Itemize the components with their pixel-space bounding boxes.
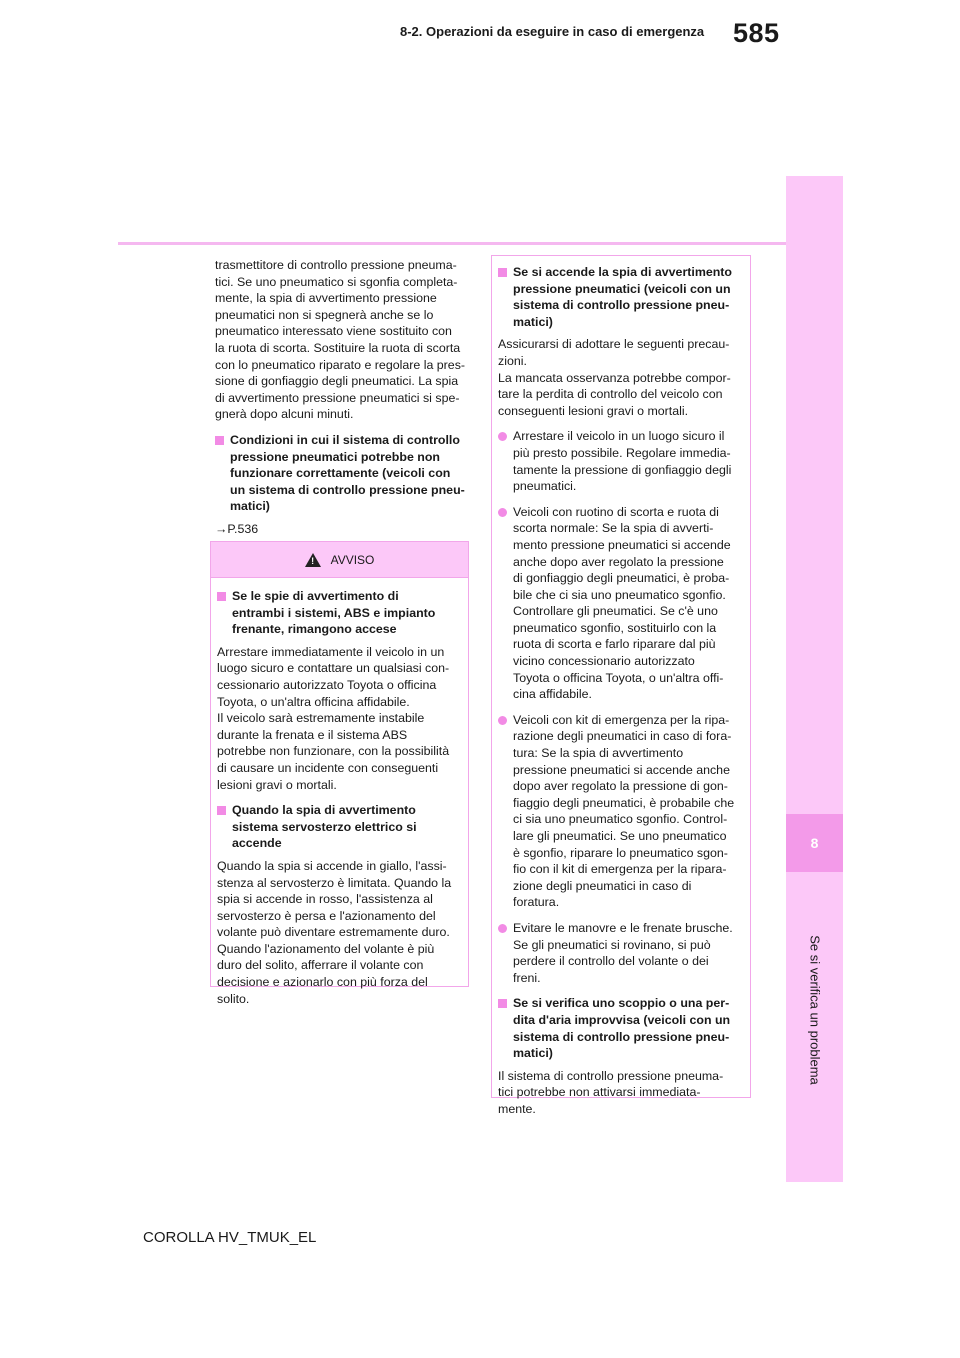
- conditions-heading: [215, 432, 465, 515]
- warning-section1-heading: [217, 588, 462, 638]
- warning-box-title: AVVISO: [330, 552, 375, 567]
- warning-box: [210, 541, 469, 1006]
- section-title: 8-2. Operazioni da eseguire in caso di emergenza: [400, 24, 705, 39]
- square-bullet-icon: [217, 806, 226, 815]
- header-rule: [118, 242, 842, 245]
- tire-heading-2-text: Se si verifica uno scoppio o una per- dita d'aria improvvisa (veicoli con un sistema di controllo pressione pneu- matici): [513, 996, 731, 1061]
- conditions-heading-text: Condizioni in cui il sistema di controllo pressione pneumatici potrebbe non funzionare correttamente (veicoli con un sistema di controllo pressione pneu- matici): [230, 432, 465, 514]
- warning-section2-text: Quando la spia si accende in giallo, l'assi- stenza al servosterzo è limitata. Quando la spia si accende in rosso, l'assistenza al servosterzo è persa e l'azionamento del volante può diventare estremamente duro. Quando l'azionamento del volante è più duro del solito, afferrare il volante con decisione e azionarlo con più forza del solito.: [217, 858, 452, 1006]
- square-bullet-icon: [498, 999, 507, 1008]
- square-bullet-icon: [498, 268, 507, 277]
- tire-heading-1: [498, 264, 744, 330]
- intro-paragraph: trasmettitore di controllo pressione pneuma- tici. Se uno pneumatico si sgonfia completa- mente, la spia di avvertimento pressione pneumatici non si spegnerà anche se lo pneumatico interessato viene sostituito con la ruota di scorta. Sostituire la ruota di scorta con lo pneumatico riparato e regolare la pres- sione di gonfiaggio degli pneumatici. La spia di avvertimento pressione pneumatici si spe- gnerà dopo alcuni minuti.: [215, 258, 466, 422]
- round-bullet-icon: [498, 508, 507, 517]
- page-number: 585: [733, 18, 780, 48]
- list-item: [498, 504, 744, 703]
- warning-box-body: [211, 578, 468, 1007]
- list-item-text: Evitare le manovre e le frenate brusche. Se gli pneumatici si rovinano, si può perdere il controllo del volante o dei freni.: [513, 920, 733, 985]
- warning-box-header: [211, 542, 468, 578]
- square-bullet-icon: [217, 592, 226, 601]
- round-bullet-icon: [498, 716, 507, 725]
- warning-triangle-icon: !: [305, 553, 321, 567]
- warning-section2-heading-text: Quando la spia di avvertimento sistema servosterzo elettrico si accende: [232, 803, 417, 851]
- square-bullet-icon: [215, 436, 224, 445]
- warning-section1-heading-text: Se le spie di avvertimento di entrambi i sistemi, ABS e impianto frenante, rimangono accese: [232, 589, 436, 637]
- warning-section2-heading: [217, 802, 462, 852]
- document-id: COROLLA HV_TMUK_EL: [143, 1229, 317, 1246]
- tire-warning-box-body: [492, 256, 750, 1118]
- tire-text-2: Il sistema di controllo pressione pneuma- tici potrebbe non attivarsi immediata- mente.: [498, 1068, 724, 1116]
- tire-text-1: Assicurarsi di adottare le seguenti precau- zioni. La mancata osservanza potrebbe compor- tare la perdita di controllo del veicolo con conseguenti lesioni gravi o mortali.: [498, 337, 731, 418]
- list-item: [498, 920, 744, 986]
- warning-section1-text: Arrestare immediatamente il veicolo in un luogo sicuro e contattare un qualsiasi con- cessionario autorizzato Toyota o officina Toyota, o un'altra officina affidabile. Il veicolo sarà estremamente instabile durante la frenata e il sistema ABS potrebbe non funzionare, con la possibilità di causare un incidente con conseguenti lesioni gravi o mortali.: [217, 644, 450, 792]
- list-item: [498, 428, 744, 494]
- round-bullet-icon: [498, 924, 507, 933]
- round-bullet-icon: [498, 432, 507, 441]
- left-column: [215, 257, 465, 547]
- tire-warning-box: [491, 255, 751, 1116]
- list-item-text: Arrestare il veicolo in un luogo sicuro il più presto possibile. Regolare immedia- tamente la pressione di gonfiaggio degli pneumatici.: [513, 429, 732, 494]
- list-item: [498, 712, 744, 911]
- list-item-text: Veicoli con kit di emergenza per la ripa- razione degli pneumatici in caso di fora- tura: Se la spia di avvertimento pressione pneumatici si accende anche dopo aver regolato la pressione di gon- fiaggio degli pneumatici, è probabile che ci sia uno pneumatico sgonfio. Control- lare gli pneumatici. Se uno pneumatico è sgonfio, riparare lo pneumatico sgon- fio con il kit di emergenza per la ripara- zione degli pneumatici in caso di foratura.: [513, 712, 735, 910]
- page-reference: →P.536: [215, 521, 259, 536]
- tire-heading-1-text: Se si accende la spia di avvertimento pressione pneumatici (veicoli con un sistema di controllo pressione pneu- matici): [513, 265, 733, 329]
- list-item-text: Veicoli con ruotino di scorta e ruota di scorta normale: Se la spia di avverti- mento pressione pneumatici si accende anche dopo aver regolato la pressione di gonfiaggio degli pneumatici, è proba- bile che ci sia uno pneumatico sgonfio. Controllare gli pneumatici. Se c'è uno pneumatico sgonfio, sostituirlo con la ruota di scorta e farlo riparare dal più vicino concessionario autorizzato Toyota o officina Toyota, o un'altra offi- cina affidabile.: [513, 504, 731, 702]
- chapter-number: 8: [786, 814, 843, 872]
- chapter-label: Se si verifica un problema: [807, 935, 823, 1085]
- tire-heading-2: [498, 995, 744, 1061]
